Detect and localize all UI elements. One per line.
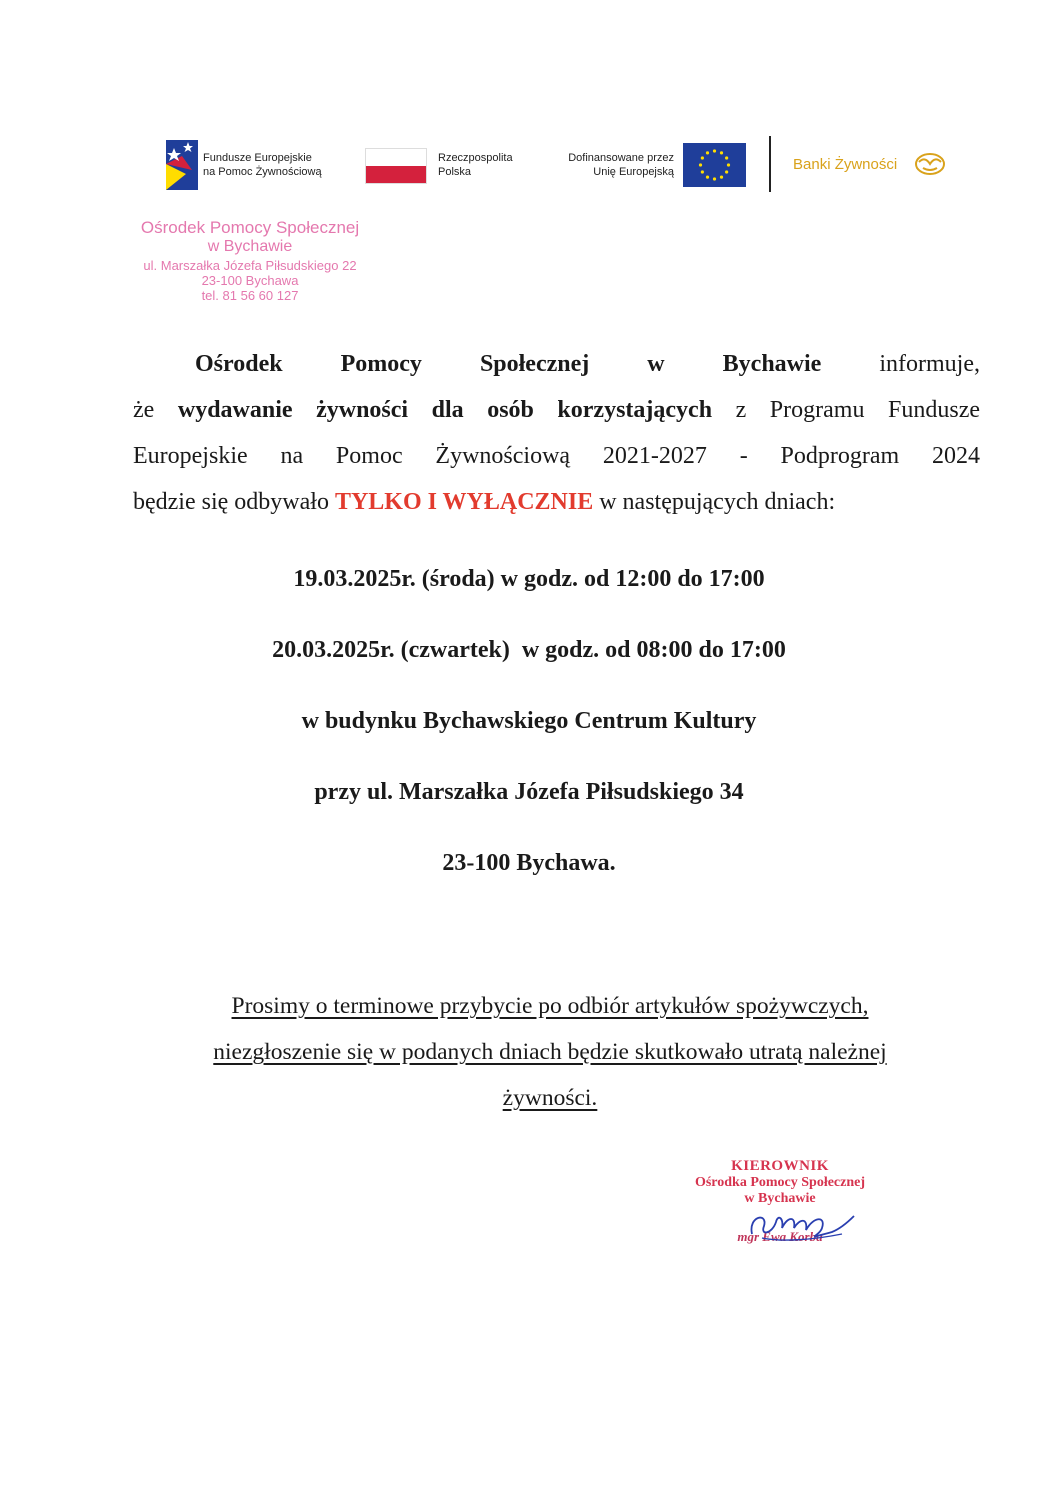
logo-bar	[0, 0, 1058, 200]
eu-star-icon	[701, 170, 704, 173]
fundusze-europejskie-logo-icon	[166, 140, 198, 190]
signature-org1: Ośrodka Pomocy Społecznej	[694, 1175, 866, 1190]
eu-star-icon	[713, 149, 716, 152]
intro-l2-start: że	[133, 397, 178, 423]
fundusze-line2: na Pomoc Żywnościową	[203, 166, 322, 178]
intro-paragraph	[133, 341, 980, 525]
stamp-line2: w Bychawie	[207, 238, 293, 255]
intro-line4	[133, 479, 980, 525]
intro-line3: Europejskie na Pomoc Żywnościową 2021-2027 - Podprogram 2024	[133, 443, 980, 469]
unia-line2: Unię Europejską	[593, 166, 674, 178]
unia-line1: Dofinansowane przez	[568, 152, 674, 164]
eu-star-icon	[720, 151, 723, 154]
intro-l2-rest: z Programu Fundusze	[712, 397, 980, 423]
emphasis-text: TYLKO I WYŁĄCZNIE	[334, 489, 594, 515]
rzeczpospolita-text	[438, 151, 513, 179]
intro-l4-rest: w następujących dniach:	[593, 489, 836, 515]
intro-informuje: informuje,	[821, 351, 981, 377]
location-line-2: przy ul. Marszałka Józefa Piłsudskiego 34	[314, 779, 744, 805]
eu-star-icon	[713, 177, 716, 180]
intro-org-name	[195, 351, 821, 377]
fundusze-europejskie-text	[203, 151, 322, 179]
eu-star-icon	[725, 156, 728, 159]
rzeczpospolita-line1: Rzeczpospolita	[438, 152, 513, 164]
signature-name: mgr Ewa Korba	[737, 1229, 823, 1244]
intro-l4-start: będzie się odbywało	[133, 489, 335, 515]
institution-stamp	[100, 218, 400, 303]
handwritten-signature-icon	[742, 1206, 862, 1246]
eu-star-icon	[706, 151, 709, 154]
banki-zywnosci-logo-icon	[914, 152, 946, 176]
intro-org-bold: Ośrodek Pomocy Społecznej w Bychawie	[195, 351, 822, 377]
logo-divider	[769, 136, 771, 192]
fundusze-line1: Fundusze Europejskie	[203, 152, 312, 164]
eu-star-icon	[727, 163, 730, 166]
rzeczpospolita-line2: Polska	[438, 166, 472, 178]
banki-zywnosci-label: Banki Żywności	[793, 156, 898, 173]
pickup-notice	[100, 983, 1000, 1121]
date-line-1: 19.03.2025r. (środa) w godz. od 12:00 do 17:00	[293, 566, 765, 592]
signature-org2: w Bychawie	[744, 1191, 816, 1206]
date-line-2: 20.03.2025r. (czwartek) w godz. od 08:00 do 17:00	[272, 637, 786, 663]
intro-line1	[133, 341, 980, 387]
stamp-line1: Ośrodek Pomocy Społecznej	[140, 218, 360, 237]
stamp-line3: ul. Marszałka Józefa Piłsudskiego 22	[143, 258, 357, 273]
eu-star-icon	[701, 156, 704, 159]
eu-star-icon	[706, 176, 709, 179]
intro-line2	[133, 387, 980, 433]
eu-star-icon	[725, 170, 728, 173]
signature-title: KIEROWNIK	[731, 1158, 829, 1174]
notice-line3: żywności.	[502, 1085, 598, 1111]
notice-line2: niezgłoszenie się w podanych dniach będzie skutkowało utratą należnej	[213, 1039, 887, 1065]
stamp-line5: tel. 81 56 60 127	[201, 288, 299, 303]
unia-europejska-text	[552, 151, 674, 179]
location-line-3: 23-100 Bychawa.	[442, 850, 616, 876]
notice-line1: Prosimy o terminowe przybycie po odbiór artykułów spożywczych,	[231, 993, 869, 1019]
eu-flag-icon	[683, 143, 746, 187]
polish-flag-icon	[365, 148, 427, 184]
location-line-1: w budynku Bychawskiego Centrum Kultury	[301, 708, 757, 734]
eu-star-icon	[699, 163, 702, 166]
eu-star-icon	[720, 176, 723, 179]
stamp-line4: 23-100 Bychawa	[201, 273, 299, 288]
intro-l2-bold: wydawanie żywności dla osób korzystających	[177, 397, 713, 423]
